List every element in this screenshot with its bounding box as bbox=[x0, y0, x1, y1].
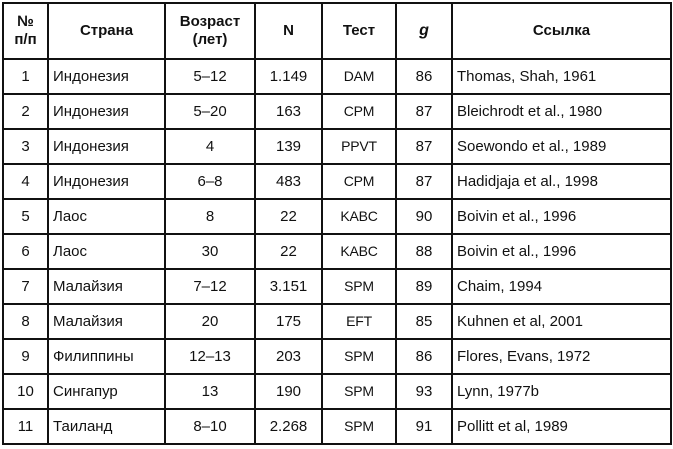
cell-ref: Bleichrodt et al., 1980 bbox=[452, 94, 671, 129]
cell-g: 87 bbox=[396, 94, 452, 129]
cell-g: 87 bbox=[396, 164, 452, 199]
cell-num: 4 bbox=[3, 164, 48, 199]
cell-test: SPM bbox=[322, 409, 396, 444]
header-ref: Ссылка bbox=[452, 3, 671, 59]
cell-ref: Kuhnen et al, 2001 bbox=[452, 304, 671, 339]
cell-n: 483 bbox=[255, 164, 322, 199]
cell-ref: Boivin et al., 1996 bbox=[452, 234, 671, 269]
cell-n: 203 bbox=[255, 339, 322, 374]
cell-num: 1 bbox=[3, 59, 48, 94]
header-num bbox=[3, 3, 48, 59]
table-row bbox=[3, 129, 671, 164]
cell-n: 3.151 bbox=[255, 269, 322, 304]
table-row bbox=[3, 234, 671, 269]
cell-country: Индонезия bbox=[48, 59, 165, 94]
cell-country: Малайзия bbox=[48, 269, 165, 304]
cell-num: 9 bbox=[3, 339, 48, 374]
cell-test: SPM bbox=[322, 269, 396, 304]
cell-n: 1.149 bbox=[255, 59, 322, 94]
cell-g: 90 bbox=[396, 199, 452, 234]
table-container bbox=[2, 2, 672, 445]
cell-country: Филиппины bbox=[48, 339, 165, 374]
cell-num: 7 bbox=[3, 269, 48, 304]
cell-age: 20 bbox=[165, 304, 255, 339]
cell-num: 11 bbox=[3, 409, 48, 444]
cell-age: 5–20 bbox=[165, 94, 255, 129]
cell-age: 7–12 bbox=[165, 269, 255, 304]
cell-country: Лаос bbox=[48, 234, 165, 269]
cell-n: 2.268 bbox=[255, 409, 322, 444]
cell-age: 12–13 bbox=[165, 339, 255, 374]
cell-num: 5 bbox=[3, 199, 48, 234]
cell-test: CPM bbox=[322, 164, 396, 199]
cell-ref: Lynn, 1977b bbox=[452, 374, 671, 409]
cell-age: 30 bbox=[165, 234, 255, 269]
table-row bbox=[3, 409, 671, 444]
cell-n: 175 bbox=[255, 304, 322, 339]
table-row bbox=[3, 59, 671, 94]
table-row bbox=[3, 339, 671, 374]
header-n: N bbox=[255, 3, 322, 59]
cell-test: SPM bbox=[322, 374, 396, 409]
cell-test: DAM bbox=[322, 59, 396, 94]
cell-age: 8 bbox=[165, 199, 255, 234]
cell-g: 86 bbox=[396, 59, 452, 94]
cell-ref: Soewondo et al., 1989 bbox=[452, 129, 671, 164]
cell-country: Сингапур bbox=[48, 374, 165, 409]
cell-test: PPVT bbox=[322, 129, 396, 164]
header-g: g bbox=[396, 3, 452, 59]
cell-num: 10 bbox=[3, 374, 48, 409]
cell-ref: Hadidjaja et al., 1998 bbox=[452, 164, 671, 199]
header-num-line1: № bbox=[17, 13, 34, 30]
cell-num: 8 bbox=[3, 304, 48, 339]
cell-g: 87 bbox=[396, 129, 452, 164]
cell-g: 91 bbox=[396, 409, 452, 444]
cell-test: CPM bbox=[322, 94, 396, 129]
cell-ref: Boivin et al., 1996 bbox=[452, 199, 671, 234]
table-row bbox=[3, 304, 671, 339]
header-test: Тест bbox=[322, 3, 396, 59]
header-row bbox=[3, 3, 671, 59]
cell-age: 6–8 bbox=[165, 164, 255, 199]
cell-g: 89 bbox=[396, 269, 452, 304]
cell-g: 88 bbox=[396, 234, 452, 269]
cell-country: Индонезия bbox=[48, 129, 165, 164]
cell-age: 13 bbox=[165, 374, 255, 409]
cell-age: 5–12 bbox=[165, 59, 255, 94]
cell-n: 139 bbox=[255, 129, 322, 164]
cell-country: Малайзия bbox=[48, 304, 165, 339]
header-num-line2: п/п bbox=[14, 31, 37, 48]
cell-test: KABC bbox=[322, 234, 396, 269]
cell-n: 163 bbox=[255, 94, 322, 129]
table-row bbox=[3, 164, 671, 199]
cell-test: KABC bbox=[322, 199, 396, 234]
cell-g: 85 bbox=[396, 304, 452, 339]
cell-n: 22 bbox=[255, 234, 322, 269]
cell-test: EFT bbox=[322, 304, 396, 339]
table-row bbox=[3, 94, 671, 129]
cell-country: Таиланд bbox=[48, 409, 165, 444]
cell-country: Лаос bbox=[48, 199, 165, 234]
header-age bbox=[165, 3, 255, 59]
cell-ref: Flores, Evans, 1972 bbox=[452, 339, 671, 374]
cell-g: 86 bbox=[396, 339, 452, 374]
cell-test: SPM bbox=[322, 339, 396, 374]
cell-num: 6 bbox=[3, 234, 48, 269]
table-row bbox=[3, 269, 671, 304]
cell-n: 22 bbox=[255, 199, 322, 234]
cell-n: 190 bbox=[255, 374, 322, 409]
cell-ref: Thomas, Shah, 1961 bbox=[452, 59, 671, 94]
data-table bbox=[2, 2, 672, 445]
table-row bbox=[3, 199, 671, 234]
cell-ref: Chaim, 1994 bbox=[452, 269, 671, 304]
cell-country: Индонезия bbox=[48, 94, 165, 129]
cell-age: 4 bbox=[165, 129, 255, 164]
header-age-line1: Возраст bbox=[179, 13, 241, 30]
cell-country: Индонезия bbox=[48, 164, 165, 199]
cell-ref: Pollitt et al, 1989 bbox=[452, 409, 671, 444]
cell-num: 2 bbox=[3, 94, 48, 129]
cell-age: 8–10 bbox=[165, 409, 255, 444]
header-age-line2: (лет) bbox=[192, 31, 228, 48]
table-row bbox=[3, 374, 671, 409]
cell-num: 3 bbox=[3, 129, 48, 164]
cell-g: 93 bbox=[396, 374, 452, 409]
header-country: Страна bbox=[48, 3, 165, 59]
